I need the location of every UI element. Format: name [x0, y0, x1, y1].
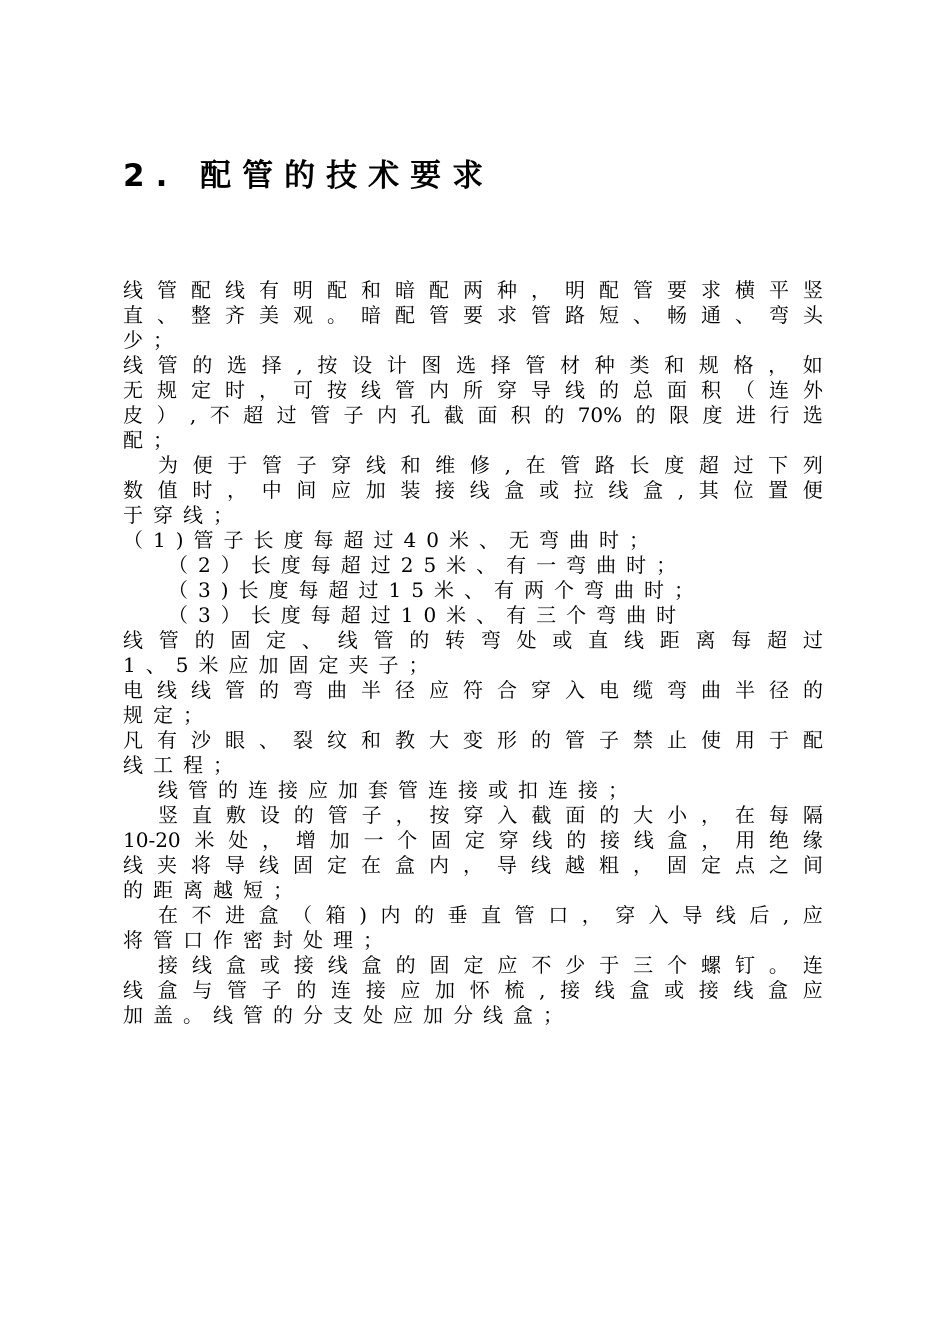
text-line: 10-20 米 处 ， 增 加 一 个 固 定 穿 线 的 接 线 盒 ， 用 绝 缘 [123, 828, 823, 852]
page-title: 2. 配管的技术要求 [123, 158, 495, 194]
text-line: 将管口作密封处理； [123, 928, 393, 952]
text-line: （1)管子长度每超过40米、无弯曲时； [123, 528, 659, 552]
text-line: （2）长度每超过25米、有一弯曲时； [168, 553, 687, 577]
text-line: 直 、 整 齐 美 观 。 暗 配 管 要 求 管 路 短 、 畅 通 、 弯 头 [123, 303, 823, 327]
document-body [123, 278, 823, 1028]
text-line: 凡 有 沙 眼 、 裂 纹 和 教 大 变 形 的 管 子 禁 止 使 用 于 配 [123, 728, 823, 752]
text-line: 线 管 的 固 定 、 线 管 的 转 弯 处 或 直 线 距 离 每 超 过 [123, 628, 823, 652]
text-line: 在 不 进 盒 （ 箱 ) 内 的 垂 直 管 口 ， 穿 入 导 线 后 , 应 [158, 903, 823, 927]
text-line: 为 便 于 管 子 穿 线 和 维 修 , 在 管 路 长 度 超 过 下 列 [158, 453, 823, 477]
text-line: （3)长度每超过15米、有两个弯曲时； [168, 578, 704, 602]
text-line: 皮 ） , 不 超 过 管 子 内 孔 截 面 积 的 70% 的 限 度 进 行 选 [123, 403, 823, 427]
text-line: 线 管 配 线 有 明 配 和 暗 配 两 种 ， 明 配 管 要 求 横 平 竖 [123, 278, 823, 302]
text-line: 规定； [123, 703, 213, 727]
text-line: 线 管 的 选 择 , 按 设 计 图 选 择 管 材 种 类 和 规 格 ， 如 [123, 353, 823, 377]
text-line: 数 值 时 ， 中 间 应 加 装 接 线 盒 或 拉 线 盒 , 其 位 置 便 [123, 478, 823, 502]
text-line: 竖 直 敷 设 的 管 子 ， 按 穿 入 截 面 的 大 小 ， 在 每 隔 [158, 803, 823, 827]
text-line: 无 规 定 时 ， 可 按 线 管 内 所 穿 导 线 的 总 面 积 （ 连 外 [123, 378, 823, 402]
text-line: 线工程； [123, 753, 243, 777]
text-line: 少； [123, 328, 183, 352]
text-line: 线 夹 将 导 线 固 定 在 盒 内 ， 导 线 越 粗 ， 固 定 点 之 间 [123, 853, 823, 877]
text-line: 线 盒 与 管 子 的 连 接 应 加 怀 梳 , 接 线 盒 或 接 线 盒 应 [123, 978, 823, 1002]
text-line: 电 线 线 管 的 弯 曲 半 径 应 符 合 穿 入 电 缆 弯 曲 半 径 的 [123, 678, 823, 702]
text-line: 接 线 盒 或 接 线 盒 的 固 定 应 不 少 于 三 个 螺 钉 。 连 [158, 953, 823, 977]
text-line: 1、5米应加固定夹子； [123, 653, 439, 677]
text-line: 于穿线； [123, 503, 243, 527]
text-line: 线管的连接应加套管连接或扣连接； [158, 778, 638, 802]
text-line: （3）长度每超过10米、有三个弯曲时 [168, 603, 687, 627]
text-line: 的距离越短； [123, 878, 303, 902]
text-line: 加盖。线管的分支处应加分线盒； [123, 1003, 573, 1027]
text-line: 配； [123, 428, 183, 452]
